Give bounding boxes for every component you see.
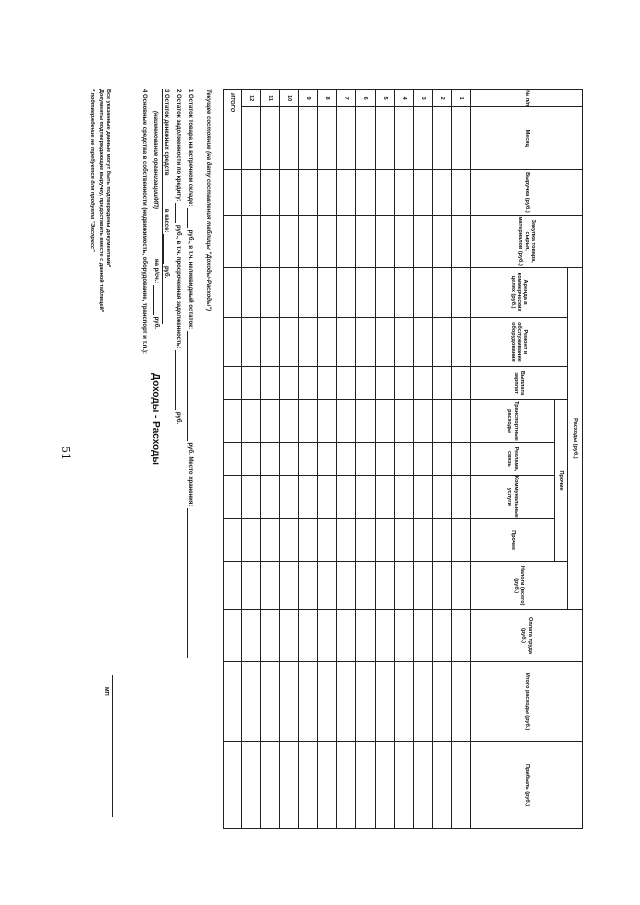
- table-row: [356, 90, 375, 829]
- table-cell[interactable]: [413, 107, 432, 170]
- table-cell[interactable]: [432, 742, 451, 829]
- table-cell[interactable]: [375, 267, 394, 317]
- table-cell[interactable]: [337, 317, 356, 367]
- table-body: [241, 90, 470, 829]
- table-cell[interactable]: [280, 367, 299, 400]
- table-cell[interactable]: [241, 610, 260, 662]
- table-cell[interactable]: [260, 518, 279, 561]
- table-cell[interactable]: [413, 215, 432, 267]
- header-repair: Ремонт и обслуживание оборудования: [470, 317, 567, 367]
- note-item-1-tail: руб., в т.ч. неликвидный остаток:: [187, 229, 193, 330]
- row-number: 8: [318, 90, 337, 107]
- table-cell[interactable]: [241, 742, 260, 829]
- table-cell[interactable]: [318, 518, 337, 561]
- table-cell[interactable]: [299, 399, 318, 442]
- table-cell[interactable]: [451, 610, 470, 662]
- total-cell: [224, 742, 242, 829]
- row-number: 6: [356, 90, 375, 107]
- table-row: [260, 90, 279, 829]
- header-other-group: Прочие: [555, 399, 568, 561]
- table-cell[interactable]: [241, 562, 260, 610]
- table-cell[interactable]: [318, 443, 337, 476]
- table-cell[interactable]: [280, 562, 299, 610]
- table-cell[interactable]: [356, 562, 375, 610]
- cash-label: в кассе:: [163, 208, 169, 233]
- table-cell[interactable]: [318, 662, 337, 742]
- table-cell[interactable]: [451, 367, 470, 400]
- table-cell[interactable]: [413, 267, 432, 317]
- table-cell[interactable]: [241, 107, 260, 170]
- table-row: [375, 90, 394, 829]
- table-cell[interactable]: [375, 610, 394, 662]
- table-cell[interactable]: [413, 562, 432, 610]
- table-cell[interactable]: [241, 267, 260, 317]
- table-cell[interactable]: [280, 662, 299, 742]
- table-cell[interactable]: [394, 170, 413, 216]
- table-cell[interactable]: [356, 317, 375, 367]
- table-cell[interactable]: [451, 742, 470, 829]
- total-cell: [224, 317, 242, 367]
- row-number: 7: [337, 90, 356, 107]
- table-cell[interactable]: [413, 475, 432, 518]
- header-utilities: Коммунальные услуги: [470, 475, 554, 518]
- table-cell[interactable]: [394, 215, 413, 267]
- table-cell[interactable]: [356, 399, 375, 442]
- table-cell[interactable]: [337, 107, 356, 170]
- table-cell[interactable]: [451, 475, 470, 518]
- table-row: [432, 90, 451, 829]
- table-cell[interactable]: [394, 562, 413, 610]
- table-cell[interactable]: [375, 742, 394, 829]
- table-cell[interactable]: [375, 107, 394, 170]
- table-cell[interactable]: [375, 317, 394, 367]
- table-cell[interactable]: [299, 610, 318, 662]
- table-cell[interactable]: [375, 518, 394, 561]
- table-cell[interactable]: [337, 399, 356, 442]
- table-cell[interactable]: [337, 267, 356, 317]
- total-cell: [224, 443, 242, 476]
- table-cell[interactable]: [299, 367, 318, 400]
- table-cell[interactable]: [241, 215, 260, 267]
- table-row: [451, 90, 470, 829]
- note-item-1-label: 1 Остаток товара на встречном складе:: [187, 89, 193, 207]
- header-profit: Прибыль (руб.): [470, 742, 582, 829]
- row-number: 1: [451, 90, 470, 107]
- table-cell[interactable]: [318, 107, 337, 170]
- header-expenses-group: Расходы (руб.): [567, 267, 582, 609]
- table-cell[interactable]: [413, 443, 432, 476]
- table-row: [394, 90, 413, 829]
- header-purchase: Закупка товара, сырья, материалов (руб.): [470, 215, 582, 267]
- table-cell[interactable]: [280, 215, 299, 267]
- table-cell[interactable]: [280, 399, 299, 442]
- total-row-label: ИТОГО: [224, 90, 242, 170]
- table-cell[interactable]: [394, 367, 413, 400]
- account-label: на р/сч.:: [153, 259, 159, 284]
- note-item-2-tail: руб., в т.ч. просроченная задолженность:: [175, 224, 181, 349]
- table-cell[interactable]: [318, 742, 337, 829]
- table-cell[interactable]: [356, 107, 375, 170]
- header-rent: Аренда в коммерческих целях (руб.): [470, 267, 567, 317]
- table-cell[interactable]: [299, 562, 318, 610]
- table-cell[interactable]: [241, 518, 260, 561]
- footer-line-3: * подтверждение не требуется для продукта "Экспресс": [89, 89, 95, 252]
- table-cell[interactable]: [299, 267, 318, 317]
- table-cell[interactable]: [260, 443, 279, 476]
- table-cell[interactable]: [394, 443, 413, 476]
- table-cell[interactable]: [451, 215, 470, 267]
- table-cell[interactable]: [318, 267, 337, 317]
- note-item-1-unit: руб.: [187, 442, 193, 455]
- table-row: [318, 90, 337, 829]
- table-cell[interactable]: [413, 518, 432, 561]
- notes-title: Текущее состояние (на дату составления таблицы "Доходы-Расходы"): [205, 89, 211, 311]
- header-taxes: Налоги (всего) (руб.): [470, 562, 567, 610]
- table-cell[interactable]: [241, 317, 260, 367]
- table-cell[interactable]: [394, 518, 413, 561]
- table-cell[interactable]: [432, 367, 451, 400]
- table-cell[interactable]: [260, 475, 279, 518]
- table-cell[interactable]: [394, 267, 413, 317]
- header-misc: Прочее: [470, 518, 554, 561]
- table-cell[interactable]: [432, 267, 451, 317]
- table-cell[interactable]: [241, 443, 260, 476]
- table-row: [280, 90, 299, 829]
- organization-caption: (наименование организации/ИП): [152, 111, 158, 209]
- input-line[interactable]: [175, 203, 183, 223]
- table-cell[interactable]: [394, 742, 413, 829]
- total-cell: [224, 662, 242, 742]
- table-cell[interactable]: [356, 170, 375, 216]
- table-cell[interactable]: [375, 367, 394, 400]
- table-cell[interactable]: [318, 215, 337, 267]
- table-row: [241, 90, 260, 829]
- input-line[interactable]: [187, 331, 195, 441]
- table-cell[interactable]: [280, 170, 299, 216]
- table-cell[interactable]: [356, 518, 375, 561]
- total-cell: [224, 267, 242, 317]
- table-cell[interactable]: [280, 518, 299, 561]
- table-cell[interactable]: [299, 662, 318, 742]
- table-cell[interactable]: [356, 662, 375, 742]
- table-cell[interactable]: [432, 399, 451, 442]
- table-cell[interactable]: [432, 610, 451, 662]
- table-cell[interactable]: [356, 742, 375, 829]
- table-cell[interactable]: [413, 170, 432, 216]
- table-cell[interactable]: [280, 317, 299, 367]
- table-cell[interactable]: [337, 367, 356, 400]
- table-cell[interactable]: [318, 317, 337, 367]
- note-item-2: [173, 89, 183, 829]
- total-cell: [224, 518, 242, 561]
- table-cell[interactable]: [375, 170, 394, 216]
- header-salary: Выплата зарплат: [470, 367, 567, 400]
- table-cell[interactable]: [432, 170, 451, 216]
- row-number: 9: [299, 90, 318, 107]
- table-cell[interactable]: [318, 170, 337, 216]
- header-transport: Транспортные расходы: [470, 399, 554, 442]
- note-item-1: [185, 89, 195, 829]
- table-cell[interactable]: [451, 267, 470, 317]
- table-cell[interactable]: [241, 170, 260, 216]
- table-cell[interactable]: [432, 562, 451, 610]
- table-cell[interactable]: [375, 215, 394, 267]
- table-cell[interactable]: [260, 742, 279, 829]
- rub-label: руб.: [163, 265, 169, 279]
- table-cell[interactable]: [241, 367, 260, 400]
- table-cell[interactable]: [451, 443, 470, 476]
- table-cell[interactable]: [318, 367, 337, 400]
- table-cell[interactable]: [451, 317, 470, 367]
- table-cell[interactable]: [356, 215, 375, 267]
- table-cell[interactable]: [413, 662, 432, 742]
- table-cell[interactable]: [394, 662, 413, 742]
- row-number: 12: [241, 90, 260, 107]
- table-cell[interactable]: [299, 107, 318, 170]
- input-line[interactable]: [163, 234, 171, 264]
- total-cell: [224, 610, 242, 662]
- footer-line-2: Документы подтверждающие выручку, предоставить вместе с данной таблицей*: [98, 89, 104, 313]
- total-cell: [224, 562, 242, 610]
- table-cell[interactable]: [299, 475, 318, 518]
- note-item-2-label: 2 Остаток задолженности по кредиту:: [175, 89, 181, 202]
- table-cell[interactable]: [299, 518, 318, 561]
- note-item-3: [161, 89, 171, 829]
- header-revenue: Выручка (руб.): [470, 170, 582, 216]
- table-cell[interactable]: [337, 215, 356, 267]
- table-cell[interactable]: [337, 662, 356, 742]
- table-cell[interactable]: [432, 475, 451, 518]
- table-cell[interactable]: [260, 662, 279, 742]
- table-cell[interactable]: [451, 107, 470, 170]
- rotated-form-sheet: [83, 83, 583, 843]
- table-cell[interactable]: [451, 170, 470, 216]
- table-cell[interactable]: [260, 610, 279, 662]
- row-number: 5: [375, 90, 394, 107]
- table-cell[interactable]: [260, 170, 279, 216]
- table-cell[interactable]: [451, 399, 470, 442]
- header-total-expenses: Итого расходы (руб.): [470, 662, 582, 742]
- table-cell[interactable]: [413, 399, 432, 442]
- table-cell[interactable]: [280, 742, 299, 829]
- note-item-3-account: [151, 259, 161, 459]
- total-cell: [224, 399, 242, 442]
- table-cell[interactable]: [241, 399, 260, 442]
- input-line[interactable]: [187, 508, 195, 658]
- footer: [81, 89, 111, 829]
- storage-place-label: Место хранения:: [187, 456, 193, 507]
- total-cell: [224, 215, 242, 267]
- table-cell[interactable]: [260, 367, 279, 400]
- table-cell[interactable]: [375, 662, 394, 742]
- table-cell[interactable]: [260, 267, 279, 317]
- table-cell[interactable]: [432, 215, 451, 267]
- note-item-2-unit: руб.: [175, 411, 181, 425]
- header-payroll: Оплата труда (руб.): [470, 610, 582, 662]
- table-cell[interactable]: [413, 367, 432, 400]
- table-cell[interactable]: [356, 610, 375, 662]
- table-cell[interactable]: [375, 399, 394, 442]
- table-cell[interactable]: [318, 399, 337, 442]
- table-cell[interactable]: [299, 317, 318, 367]
- table-cell[interactable]: [356, 475, 375, 518]
- header-month: Месяц: [470, 107, 582, 170]
- table-cell[interactable]: [280, 443, 299, 476]
- table-cell[interactable]: [299, 443, 318, 476]
- row-number: 2: [432, 90, 451, 107]
- table-cell[interactable]: [432, 317, 451, 367]
- row-number: 11: [260, 90, 279, 107]
- table-cell[interactable]: [280, 107, 299, 170]
- table-cell[interactable]: [241, 662, 260, 742]
- table-cell[interactable]: [432, 518, 451, 561]
- table-cell[interactable]: [260, 562, 279, 610]
- table-cell[interactable]: [451, 518, 470, 561]
- row-number: 4: [394, 90, 413, 107]
- total-cell: [224, 475, 242, 518]
- table-cell[interactable]: [451, 662, 470, 742]
- table-cell[interactable]: [375, 562, 394, 610]
- table-cell[interactable]: [318, 475, 337, 518]
- table-cell[interactable]: [318, 562, 337, 610]
- rub-label: руб.: [153, 316, 159, 329]
- table-cell[interactable]: [432, 443, 451, 476]
- table-cell[interactable]: [337, 518, 356, 561]
- table-row: [299, 90, 318, 829]
- table-cell[interactable]: [356, 443, 375, 476]
- table-cell[interactable]: [299, 170, 318, 216]
- table-cell[interactable]: [432, 107, 451, 170]
- table-row: [413, 90, 432, 829]
- table-cell[interactable]: [337, 610, 356, 662]
- table-cell[interactable]: [356, 367, 375, 400]
- table-cell[interactable]: [280, 610, 299, 662]
- input-line[interactable]: [187, 208, 195, 228]
- row-number: 10: [280, 90, 299, 107]
- input-line[interactable]: [153, 285, 161, 315]
- table-cell[interactable]: [413, 742, 432, 829]
- table-cell[interactable]: [375, 475, 394, 518]
- table-cell[interactable]: [337, 742, 356, 829]
- table-cell[interactable]: [451, 562, 470, 610]
- table-cell[interactable]: [375, 443, 394, 476]
- table-cell[interactable]: [432, 662, 451, 742]
- table-cell[interactable]: [260, 399, 279, 442]
- total-cell: [224, 170, 242, 216]
- total-cell: [224, 367, 242, 400]
- row-number: 3: [413, 90, 432, 107]
- table-cell[interactable]: [241, 475, 260, 518]
- table-cell[interactable]: [299, 215, 318, 267]
- table-cell[interactable]: [356, 267, 375, 317]
- page-number: 51: [59, 446, 73, 460]
- table-cell[interactable]: [394, 475, 413, 518]
- table-row: [337, 90, 356, 829]
- document-title: Доходы - Расходы: [150, 373, 161, 465]
- table-cell[interactable]: [394, 317, 413, 367]
- note-item-3-label: 3 Остаток денежных средств: [163, 89, 169, 176]
- income-expense-table: [223, 89, 583, 829]
- table-cell[interactable]: [318, 610, 337, 662]
- table-cell[interactable]: [260, 317, 279, 367]
- table-cell[interactable]: [394, 610, 413, 662]
- note-item-4: 4 Основные средства в собственности (недвижимость, оборудование, транспорт и т.п.):: [141, 89, 147, 355]
- header-num: № п/п: [470, 90, 582, 107]
- header-advertising: Реклама, связь: [470, 443, 554, 476]
- table-cell[interactable]: [413, 610, 432, 662]
- table-cell[interactable]: [299, 742, 318, 829]
- table-cell[interactable]: [413, 317, 432, 367]
- stamp-label: МП: [103, 687, 109, 696]
- footer-line-1: Все указанные данные могут быть подтверждены документами*: [105, 89, 111, 268]
- table-cell[interactable]: [280, 475, 299, 518]
- table-cell[interactable]: [394, 107, 413, 170]
- table-cell[interactable]: [394, 399, 413, 442]
- table-cell[interactable]: [260, 215, 279, 267]
- signature-line[interactable]: [112, 675, 123, 817]
- table-cell[interactable]: [260, 107, 279, 170]
- table-cell[interactable]: [337, 562, 356, 610]
- table-cell[interactable]: [337, 443, 356, 476]
- table-cell[interactable]: [337, 475, 356, 518]
- table-cell[interactable]: [337, 170, 356, 216]
- table-cell[interactable]: [280, 267, 299, 317]
- input-line[interactable]: [175, 350, 183, 410]
